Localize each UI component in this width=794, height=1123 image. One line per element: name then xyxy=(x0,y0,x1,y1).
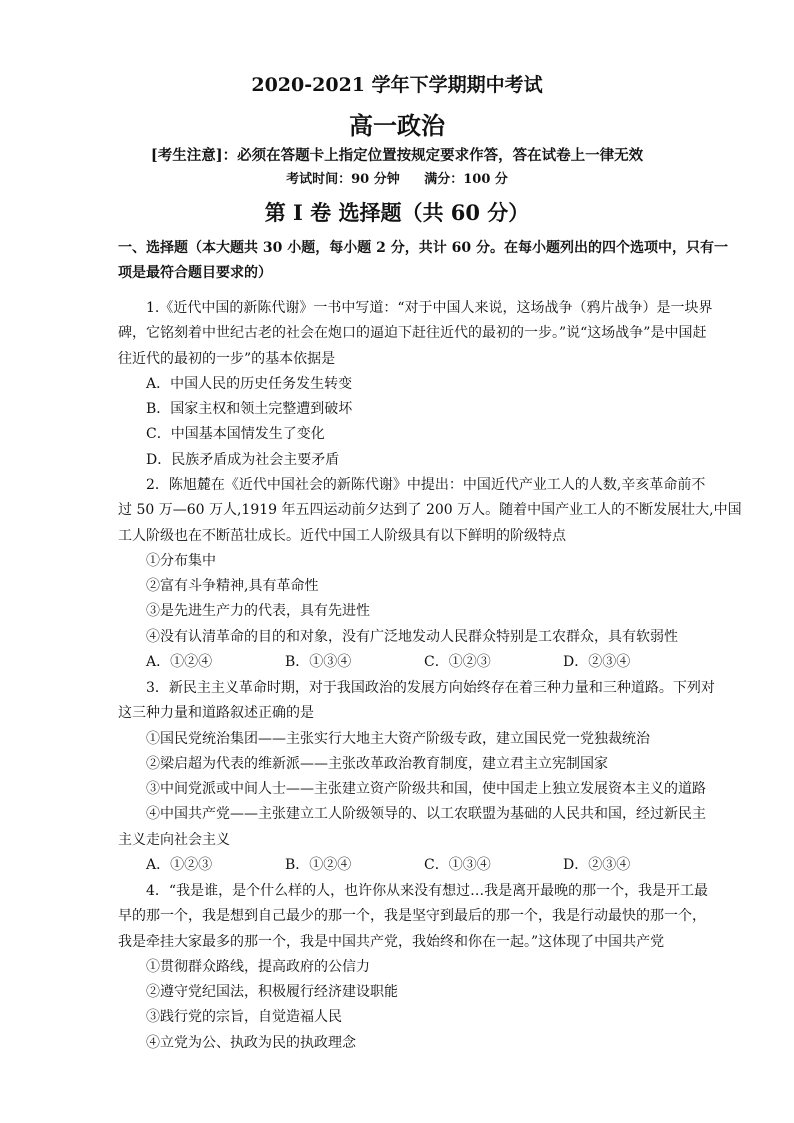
question-text: 过 50 万—60 万人,1919 年五四运动前夕达到了 200 万人。随着中国产业工人的不断发展壮大,中国 xyxy=(118,502,742,519)
statement-item: ③中间党派或中间人士——主张建立资产阶级共和国，使中国走上独立发展资本主义的道路 xyxy=(146,781,706,798)
option-d: D．民族矛盾成为社会主要矛盾 xyxy=(146,451,340,468)
exam-title: 2020-2021 学年下学期期中考试 xyxy=(251,74,543,96)
statement-item: ④立党为公、执政为民的执政理念 xyxy=(146,1034,356,1051)
subject-title: 高一政治 xyxy=(349,111,445,140)
choice-a: A．①②③ xyxy=(146,857,213,874)
statement-item: ③是先进生产力的代表，具有先进性 xyxy=(146,603,370,620)
choice-a: A．①②④ xyxy=(146,654,213,671)
choice-d: D．②③④ xyxy=(563,857,631,874)
instruction-line: 项是最符合题目要求的） xyxy=(118,265,272,282)
question-3 xyxy=(118,676,716,878)
option-c: C．中国基本国情发生了变化 xyxy=(146,426,325,443)
option-b: B．国家主权和领土完整遭到破坏 xyxy=(146,401,353,418)
statement-item: ③践行党的宗旨，自觉造福人民 xyxy=(146,1009,342,1026)
statement-item: ②富有斗争精神,具有革命性 xyxy=(146,578,319,595)
statement-item: ②梁启超为代表的维新派——主张改革政治教育制度，建立君主立宪制国家 xyxy=(146,755,608,772)
question-text: 1.《近代中国的新陈代谢》一书中写道：“对于中国人来说，这场战争（鸦片战争）是一块界 xyxy=(146,300,713,316)
section-title: 第 I 卷 选择题（共 60 分） xyxy=(264,200,530,225)
question-1 xyxy=(118,296,716,473)
statement-item: ①国民党统治集团——主张实行大地主大资产阶级专政，建立国民党一党独裁统治 xyxy=(146,730,650,747)
question-text: 工人阶级也在不断茁壮成长。近代中国工人阶级具有以下鲜明的阶级特点 xyxy=(118,527,566,544)
question-text: 这三种力量和道路叙述正确的是 xyxy=(118,705,314,722)
statement-item: ②遵守党纪国法，积极履行经济建设职能 xyxy=(146,984,398,1001)
statement-item: ④没有认清革命的目的和对象，没有广泛地发动人民群众特别是工农群众，具有软弱性 xyxy=(146,628,678,645)
section-instruction xyxy=(118,234,728,285)
instruction-line: 一、选择题（本大题共 30 小题，每小题 2 分，共计 60 分。在每小题列出的四个选项中，只有一 xyxy=(118,240,728,256)
question-text: 3．新民主主义革命时期，对于我国政治的发展方向始终存在着三种力量和三种道路。下列对 xyxy=(146,680,715,696)
question-text: 2．陈旭麓在《近代中国社会的新陈代谢》中提出：中国近代产业工人的人数,辛亥革命前不 xyxy=(146,477,706,493)
question-text: 早的那一个，我是想到自己最少的那一个，我是坚守到最后的那一个，我是行动最快的那一个， xyxy=(118,908,706,925)
choice-b: B．①③④ xyxy=(285,654,352,671)
score-label: 满分：100 分 xyxy=(424,172,508,187)
statement-item: ①贯彻群众路线，提高政府的公信力 xyxy=(146,958,370,975)
question-2 xyxy=(118,473,742,675)
choice-c: C．①③④ xyxy=(424,857,491,874)
statement-item-continued: 主义走向社会主义 xyxy=(118,831,230,848)
choice-d: D．②③④ xyxy=(563,654,631,671)
choice-row xyxy=(118,853,716,878)
question-text: 往近代的最初的一步”的基本依据是 xyxy=(118,350,336,367)
choice-c: C．①②③ xyxy=(424,654,491,671)
statement-item: ④中国共产党——主张建立工人阶级领导的、以工农联盟为基础的人民共和国，经过新民主 xyxy=(146,806,706,823)
time-label: 考试时间：90 分钟 xyxy=(286,172,400,187)
option-a: A．中国人民的历史任务发生转变 xyxy=(146,375,353,392)
question-text: 4．“我是谁，是个什么样的人，也许你从来没有想过…我是离开最晚的那一个，我是开工最 xyxy=(146,883,709,899)
question-4 xyxy=(118,879,716,1056)
statement-item: ①分布集中 xyxy=(146,552,216,569)
choice-row xyxy=(118,650,716,675)
choice-b: B．①②④ xyxy=(285,857,352,874)
question-text: 我是牵挂大家最多的那一个，我是中国共产党，我始终和你在一起。”这体现了中国共产党 xyxy=(118,933,665,950)
candidate-notice: [考生注意]：必须在答题卡上指定位置按规定要求作答，答在试卷上一律无效 xyxy=(150,147,644,164)
exam-time-info xyxy=(0,168,794,187)
question-text: 碑，它铭刻着中世纪古老的社会在炮口的逼迫下赶往近代的最初的一步。”说“这场战争”是中国赶 xyxy=(118,325,707,342)
